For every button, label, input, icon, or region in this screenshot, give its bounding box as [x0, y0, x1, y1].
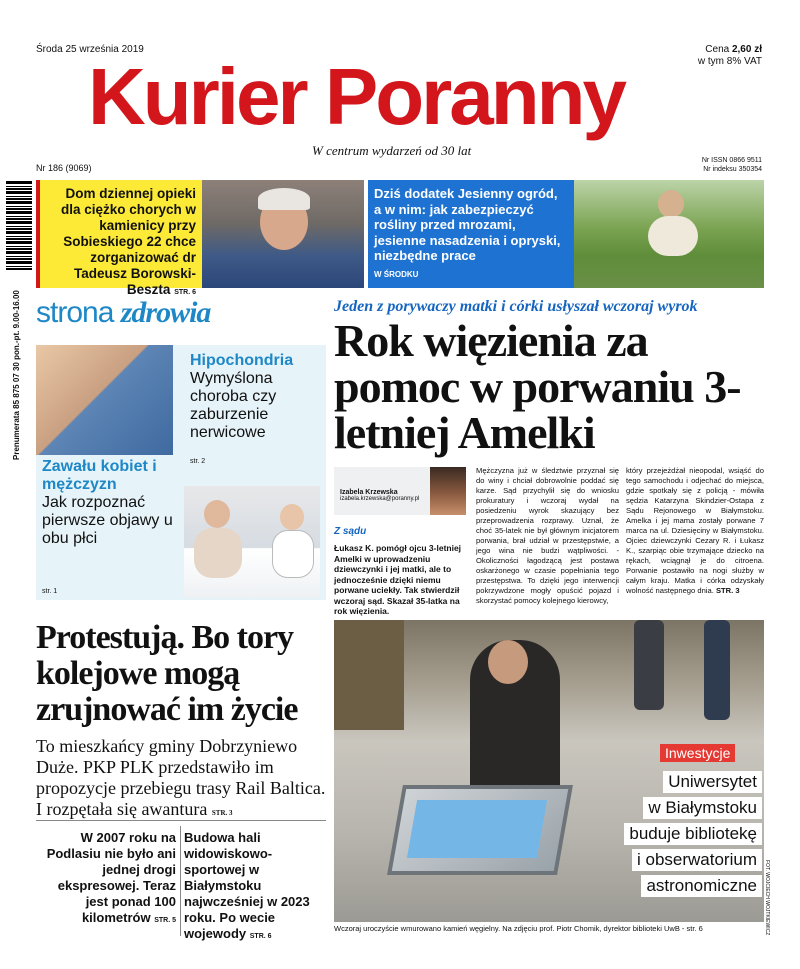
health-story-hypochondria[interactable]	[190, 352, 320, 442]
main-story-column-2-text: który przejeżdżał nieopodal, wsiąść do tego samochodu i odjechać do miejsca, gdzie spotkały się z policją - mówiła sędzia Katarzyna Skindzier-Ostapa z Sądu Rejonowego w Białymstoku. Amelka i jej mama zostały porwane 7 marca na ul. Dziesięciny w Białymstoku. Ojciec dziewczynki Cezary R. i Łukasz K., szarpiąc obie trzymające dziecko na rękach, wciągnął je do citroena. Porwanie postawiło na nogi służby w całym kraju. Matka i córka odzyskały wolność następnego dnia.	[626, 466, 764, 595]
vat-note: w tym 8% VAT	[697, 56, 762, 67]
teaser-care-home-ref: STR. 6	[174, 289, 196, 296]
teaser-garden-ref: W ŚRODKU	[374, 269, 419, 279]
brief-sports-hall-text: Budowa hali widowiskowo-sportowej w Białymstoku najwcześniej w 2023 roku. Po wecie wojewody	[184, 830, 310, 941]
health-story-heart-text: Jak rozpoznać pierwsze objawy u obu płci	[42, 494, 173, 547]
main-story-column-1: Mężczyzna już w śledztwie przyznał się do winy i chciał dobrowolnie poddać się karze. Sąd przychylił się do wniosku prokuratury i wczoraj wydał na posiedzeniu wyrok skazujący bez przeprowadzenia rozprawy. Uznał, że choć 35-latek nie był głównym inicjatorem porwania, brał udział w przestępstwie, a jego wina nie budzi wątpliwości. - Okoliczności łagodzącą jest postawa oskarżonego w czasie popełniania tego przestępstwa. To dzięki jego interwencji pokrzywdzone mogły opuścić pojazd i skorzystać pomocy kolejnego kierowcy,	[476, 466, 619, 605]
index-number: Nr indeksu 350354	[703, 166, 762, 173]
professor-head	[488, 640, 528, 684]
divider-vertical	[180, 826, 181, 936]
health-story-hypo-ref: str. 2	[190, 458, 206, 465]
photo-caption-line: w Białymstoku	[643, 797, 762, 819]
doctor-consultation-photo	[184, 486, 320, 598]
teaser-garden-text: Dziś dodatek Jesienny ogród, a w nim: jak zabezpieczyć rośliny przed mrozami, jesienne nasadzenia i opryski, niezbędne prace	[374, 186, 561, 263]
health-story-hypo-text: Wymyślona choroba czy zaburzenie nerwicowe	[190, 370, 277, 441]
brief-sports-hall-ref: STR. 6	[249, 933, 272, 940]
health-story-hypo-title: Hipochondria	[190, 352, 294, 369]
main-story-column-2	[626, 466, 764, 596]
teaser-care-home-photo	[202, 180, 364, 288]
teaser-care-home[interactable]	[36, 180, 202, 297]
main-story-headline[interactable]: Rok więzienia za pomoc w porwaniu 3-letniej Amelki	[334, 315, 741, 458]
protest-ref: STR. 3	[211, 809, 233, 817]
photo-caption-line: Uniwersytet	[663, 771, 762, 793]
protest-headline[interactable]: Protestują. Bo tory kolejowe mogą zrujnować im życie	[36, 619, 298, 728]
health-story-heart-ref: str. 1	[42, 588, 58, 595]
author-name: Izabela Krzewska	[340, 489, 398, 496]
main-story-ref: STR. 3	[715, 586, 740, 595]
photo-caption-line: astronomiczne	[641, 875, 762, 897]
author-photo	[430, 467, 466, 515]
main-story-lead: Łukasz K. pomógł ojcu 3-letniej Amelki w uprowadzeniu dziewczynki i jej matki, ale to jednocześnie dzięki niemu porwane uciekły. Tak stwierdził wczoraj sąd. Skazał 35-latka na rok więzienia.	[334, 543, 462, 616]
chest-pain-photo	[36, 345, 173, 455]
photo-caption-line: buduje bibliotekę	[624, 823, 762, 845]
health-story-heart[interactable]	[42, 458, 174, 548]
issn-info	[702, 156, 762, 174]
section-label: Z sądu	[334, 526, 367, 537]
brief-expressways[interactable]	[36, 830, 176, 929]
protest-lead	[36, 736, 326, 824]
photo-caption: Wczoraj uroczyście wmurowano kamień węgielny. Na zdjęciu prof. Piotr Chomik, dyrektor biblioteki UwB - str. 6	[334, 924, 703, 933]
cornerstone-water	[407, 800, 547, 858]
health-section-title[interactable]	[36, 296, 210, 330]
teaser-garden[interactable]	[368, 180, 574, 288]
brief-expressways-text: W 2007 roku na Podlasiu nie było ani jednej drogi ekspresowej. Teraz jest ponad 100 kilometrów	[46, 830, 176, 925]
price-value: 2,60 zł	[731, 44, 762, 55]
tagline: W centrum wydarzeń od 30 lat	[312, 143, 472, 158]
photo-credit: FOT. WOJCIECH WOJTKIEWICZ	[764, 860, 770, 936]
price-label: Cena	[705, 44, 730, 55]
photo-tag: Inwestycje	[660, 744, 735, 762]
newspaper-logo[interactable]: Kurier Poranny	[88, 52, 624, 141]
issn: Nr ISSN 0866 9511	[701, 157, 762, 164]
subscription-info: Prenumerata 85 875 07 30 pon.-pt. 9.00-16.00	[12, 290, 21, 460]
health-title-italic: zdrowia	[120, 296, 211, 329]
divider	[36, 820, 326, 821]
main-story-kicker: Jeden z porywaczy matki i córki usłyszał wczoraj wyrok	[334, 298, 698, 315]
teaser-garden-photo	[574, 180, 764, 288]
brief-sports-hall[interactable]	[184, 830, 324, 945]
author-email[interactable]: izabela.krzewska@poranny.pl	[340, 496, 420, 502]
issue-number: Nr 186 (9069)	[36, 163, 92, 173]
health-title-plain: strona	[36, 296, 114, 329]
photo-caption-line: i obserwatorium	[632, 849, 762, 871]
issue-date: Środa 25 września 2019	[36, 44, 144, 55]
barcode	[6, 180, 32, 270]
brief-expressways-ref: STR. 5	[154, 917, 176, 924]
health-story-heart-title: Zawału kobiet i mężczyzn	[42, 458, 157, 493]
teaser-care-home-text: Dom dziennej opieki dla ciężko chorych w kamienicy przy Sobieskiego 22 chce zorganizować dr Tadeusz Borowski-Beszta	[60, 186, 196, 297]
price-box	[698, 44, 762, 68]
protest-lead-text: To mieszkańcy gminy Dobrzyniewo Duże. PKP PLK przedstawiło im propozycje przebiegu trasy Rail Baltica. I rozpętała się awantura	[36, 736, 326, 819]
